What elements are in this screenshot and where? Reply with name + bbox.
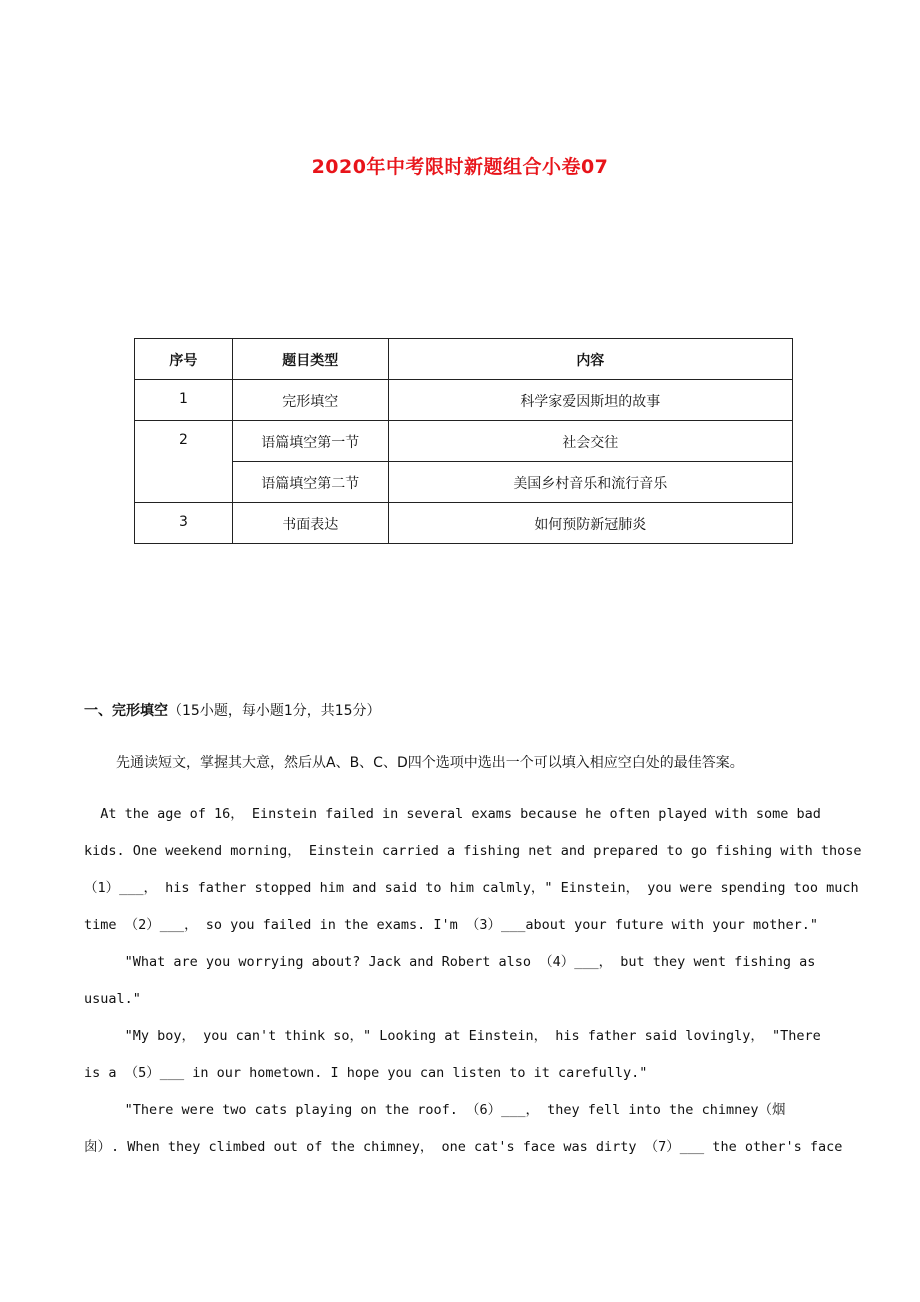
- passage-line: kids. One weekend morning， Einstein carried a fishing net and prepared to go fishing with those: [84, 843, 862, 859]
- table-row: [135, 421, 793, 462]
- passage-line: usual.": [84, 991, 141, 1007]
- header-type: 题目类型: [232, 339, 388, 380]
- header-no: 序号: [135, 339, 233, 380]
- cell-no: 2: [135, 421, 233, 503]
- cell-type: 完形填空: [232, 380, 388, 421]
- header-content: 内容: [388, 339, 792, 380]
- passage-line: 囱）. When they climbed out of the chimney， one cat's face was dirty （7）___ the other's face: [84, 1139, 843, 1155]
- passage: [84, 796, 874, 1166]
- table-row: [135, 380, 793, 421]
- passage-line: is a （5）___ in our hometown. I hope you can listen to it carefully.": [84, 1065, 648, 1081]
- cell-type: 语篇填空第一节: [232, 421, 388, 462]
- section-heading-title: 一、完形填空: [84, 703, 168, 719]
- passage-line: "What are you worrying about? Jack and Robert also （4）___， but they went fishing as: [84, 954, 816, 970]
- summary-table: [134, 338, 793, 544]
- section-heading-note: （15小题，每小题1分，共15分）: [168, 703, 381, 719]
- cell-content: 科学家爱因斯坦的故事: [388, 380, 792, 421]
- passage-line: "There were two cats playing on the roof. （6）___， they fell into the chimney（烟: [84, 1102, 786, 1118]
- table-row: [135, 503, 793, 544]
- cell-no: 3: [135, 503, 233, 544]
- passage-line: "My boy， you can't think so，" Looking at Einstein， his father said lovingly， "There: [84, 1028, 821, 1044]
- passage-line: time （2）___， so you failed in the exams. I'm （3）___about your future with your mother.": [84, 917, 818, 933]
- cell-type: 书面表达: [232, 503, 388, 544]
- table-row: [135, 462, 793, 503]
- section-heading: [84, 700, 381, 720]
- cell-no: 1: [135, 380, 233, 421]
- passage-line: （1）___， his father stopped him and said to him calmly，" Einstein， you were spending too much: [84, 880, 859, 896]
- page-title: 2020年中考限时新题组合小卷07: [311, 156, 609, 178]
- cell-content: 美国乡村音乐和流行音乐: [388, 462, 792, 503]
- passage-line: At the age of 16， Einstein failed in several exams because he often played with some bad: [84, 806, 821, 822]
- table-header-row: [135, 339, 793, 380]
- section-instruction: 先通读短文，掌握其大意，然后从A、B、C、D四个选项中选出一个可以填入相应空白处的最佳答案。: [116, 755, 744, 771]
- cell-type: 语篇填空第二节: [232, 462, 388, 503]
- cell-content: 如何预防新冠肺炎: [388, 503, 792, 544]
- cell-content: 社会交往: [388, 421, 792, 462]
